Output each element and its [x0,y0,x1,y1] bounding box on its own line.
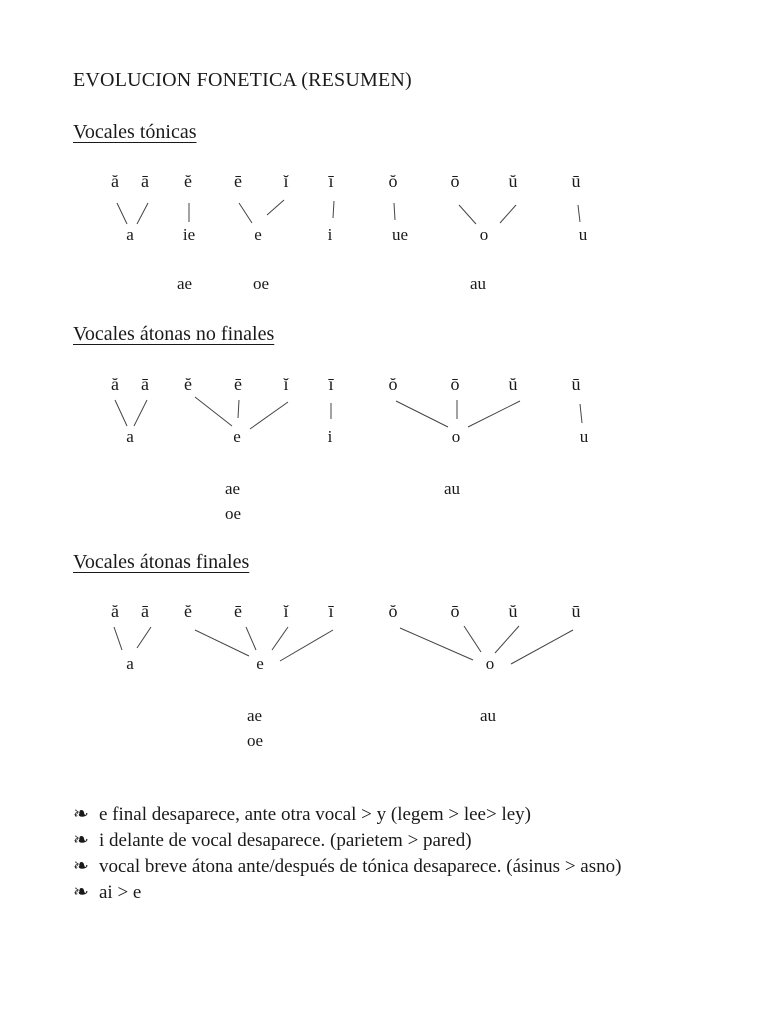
vowel-o-long: ō [450,374,460,394]
note-text: i delante de vocal desaparece. (parietem > pared) [99,830,472,851]
vowel-a-long: ā [141,601,149,621]
vowel-i-short: ĭ [283,374,289,394]
vowel-e-long: ē [234,374,242,394]
result-o: o [485,654,495,673]
fleuron-bullet-icon: ❧ [73,882,89,903]
diphthong-ae: ae [247,706,263,725]
vowel-i-short: ĭ [283,601,289,621]
result-u: u [578,225,588,244]
diphthong-oe: oe [253,274,270,293]
vowel-o-short: ŏ [388,374,398,394]
diphthong-oe: oe [247,731,264,750]
result-ue: ue [391,225,409,244]
result-e: e [233,427,241,446]
note-item [73,857,621,876]
vowel-a-long: ā [141,374,149,394]
vowel-e-short: ĕ [184,171,192,191]
diphthong-au: au [470,274,487,293]
vowel-i-long: ī [328,171,334,191]
vowel-o-long: ō [450,601,460,621]
note-item [73,831,472,850]
section-heading-tonicas: Vocales tónicas [73,121,197,143]
note-item [73,883,141,902]
vowel-u-short: ŭ [508,374,518,394]
diphthong-au: au [480,706,497,725]
result-ie: ie [182,225,196,244]
page-title: EVOLUCION FONETICA (RESUMEN) [73,69,412,91]
result-o: o [479,225,489,244]
vowel-u-long: ū [571,374,581,394]
diphthong-au: au [444,479,461,498]
result-a: a [126,225,134,244]
vowel-u-long: ū [571,171,581,191]
result-a: a [126,427,134,446]
vowel-i-long: ī [328,601,334,621]
diphthong-oe: oe [225,504,242,523]
result-e: e [254,225,262,244]
section-heading-atonas-no-finales: Vocales átonas no finales [73,323,275,345]
note-text: vocal breve átona ante/después de tónica desaparece. (ásinus > asno) [99,856,622,877]
vowel-u-long: ū [571,601,581,621]
diphthong-ae: ae [177,274,193,293]
vowel-e-short: ĕ [184,601,192,621]
vowel-o-short: ŏ [388,601,398,621]
result-i: i [327,427,333,446]
note-text: ai > e [99,882,142,903]
diphthong-ae: ae [225,479,241,498]
result-o: o [451,427,461,446]
vowel-u-short: ŭ [508,601,518,621]
note-item [73,805,531,824]
vowel-a-short: ă [111,374,119,394]
vowel-u-short: ŭ [508,171,518,191]
vowel-o-short: ŏ [388,171,398,191]
vowel-i-short: ĭ [283,171,289,191]
vowel-e-long: ē [234,171,242,191]
vowel-e-short: ĕ [184,374,192,394]
result-a: a [126,654,134,673]
result-u: u [579,427,589,446]
fleuron-bullet-icon: ❧ [73,830,89,851]
section-heading-atonas-finales: Vocales átonas finales [73,551,250,573]
vowel-i-long: ī [328,374,334,394]
note-text: e final desaparece, ante otra vocal > y (legem > lee> ley) [99,804,531,825]
result-e: e [256,654,264,673]
vowel-a-long: ā [141,171,149,191]
vowel-a-short: ă [111,601,119,621]
vowel-e-long: ē [234,601,242,621]
vowel-a-short: ă [111,171,119,191]
result-i: i [327,225,333,244]
fleuron-bullet-icon: ❧ [73,804,89,825]
vowel-o-long: ō [450,171,460,191]
fleuron-bullet-icon: ❧ [73,856,89,877]
